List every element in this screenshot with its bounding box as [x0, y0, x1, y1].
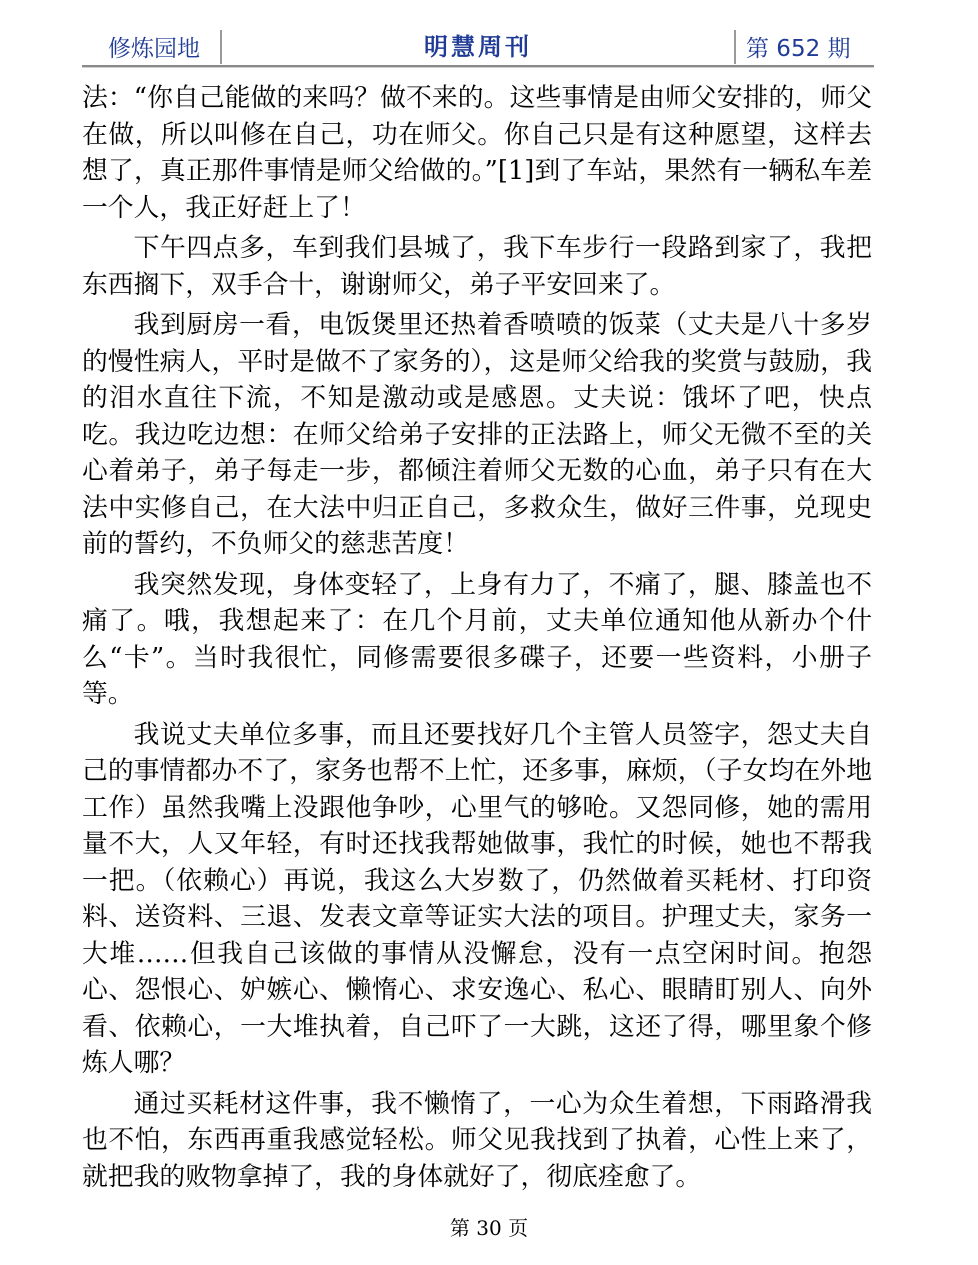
page-number: 第 30 页 [449, 1216, 529, 1240]
paragraph: 下午四点多，车到我们县城了，我下车步行一段路到家了，我把东西搁下，双手合十，谢谢师父，弟子平安回来了。 [82, 233, 872, 300]
header-rule [82, 65, 874, 67]
article-body [82, 80, 872, 1199]
issue-number: 第 652 期 [746, 36, 851, 62]
page-header [82, 24, 874, 68]
header-divider-right [734, 30, 736, 64]
paragraph: 我到厨房一看，电饭煲里还热着香喷喷的饭菜（丈夫是八十多岁的慢性病人，平时是做不了家务的），这是师父给我的奖赏与鼓励，我的泪水直往下流，不知是激动或是感恩。丈夫说：饿坏了吧，快点吃。我边吃边想：在师父给弟子安排的正法路上，师父无微不至的关心着弟子，弟子每走一步，都倾注着师父无数的心血，弟子只有在大法中实修自己，在大法中归正自己，多救众生，做好三件事，兑现史前的誓约，不负师父的慈悲苦度！ [82, 310, 872, 559]
paragraph: 我突然发现，身体变轻了，上身有力了，不痛了，腿、膝盖也不痛了。哦，我想起来了：在几个月前，丈夫单位通知他从新办个什么“卡”。当时我很忙，同修需要很多碟子，还要一些资料，小册子等。 [82, 569, 872, 709]
publication-title: 明慧周刊 [424, 33, 532, 61]
paragraph: 我说丈夫单位多事，而且还要找好几个主管人员签字，怨丈夫自己的事情都办不了，家务也帮不上忙，还多事，麻烦，（子女均在外地工作）虽然我嘴上没跟他争吵，心里气的够呛。又怨同修，她的需用量不大，人又年轻，有时还找我帮她做事，我忙的时候，她也不帮我一把。（依赖心）再说，我这么大岁数了，仍然做着买耗材、打印资料、送资料、三退、发表文章等证实大法的项目。护理丈夫，家务一大堆……但我自己该做的事情从没懈怠，没有一点空闲时间。抱怨心、怨恨心、妒嫉心、懒惰心、求安逸心、私心、眼睛盯别人、向外看、依赖心，一大堆执着，自己吓了一大跳，这还了得，哪里象个修炼人哪？ [82, 719, 872, 1078]
section-name: 修炼园地 [108, 36, 200, 62]
paragraph: 通过买耗材这件事，我不懒惰了，一心为众生着想，下雨路滑我也不怕，东西再重我感觉轻松。师父见我找到了执着，心性上来了，就把我的败物拿掉了，我的身体就好了，彻底痊愈了。 [82, 1088, 872, 1192]
paragraph: 法：“你自己能做的来吗？做不来的。这些事情是由师父安排的，师父在做，所以叫修在自己，功在师父。你自己只是有这种愿望，这样去想了，真正那件事情是师父给做的。”[1]到了车站，果然有一辆私车差一个人，我正好赶上了！ [82, 83, 872, 223]
